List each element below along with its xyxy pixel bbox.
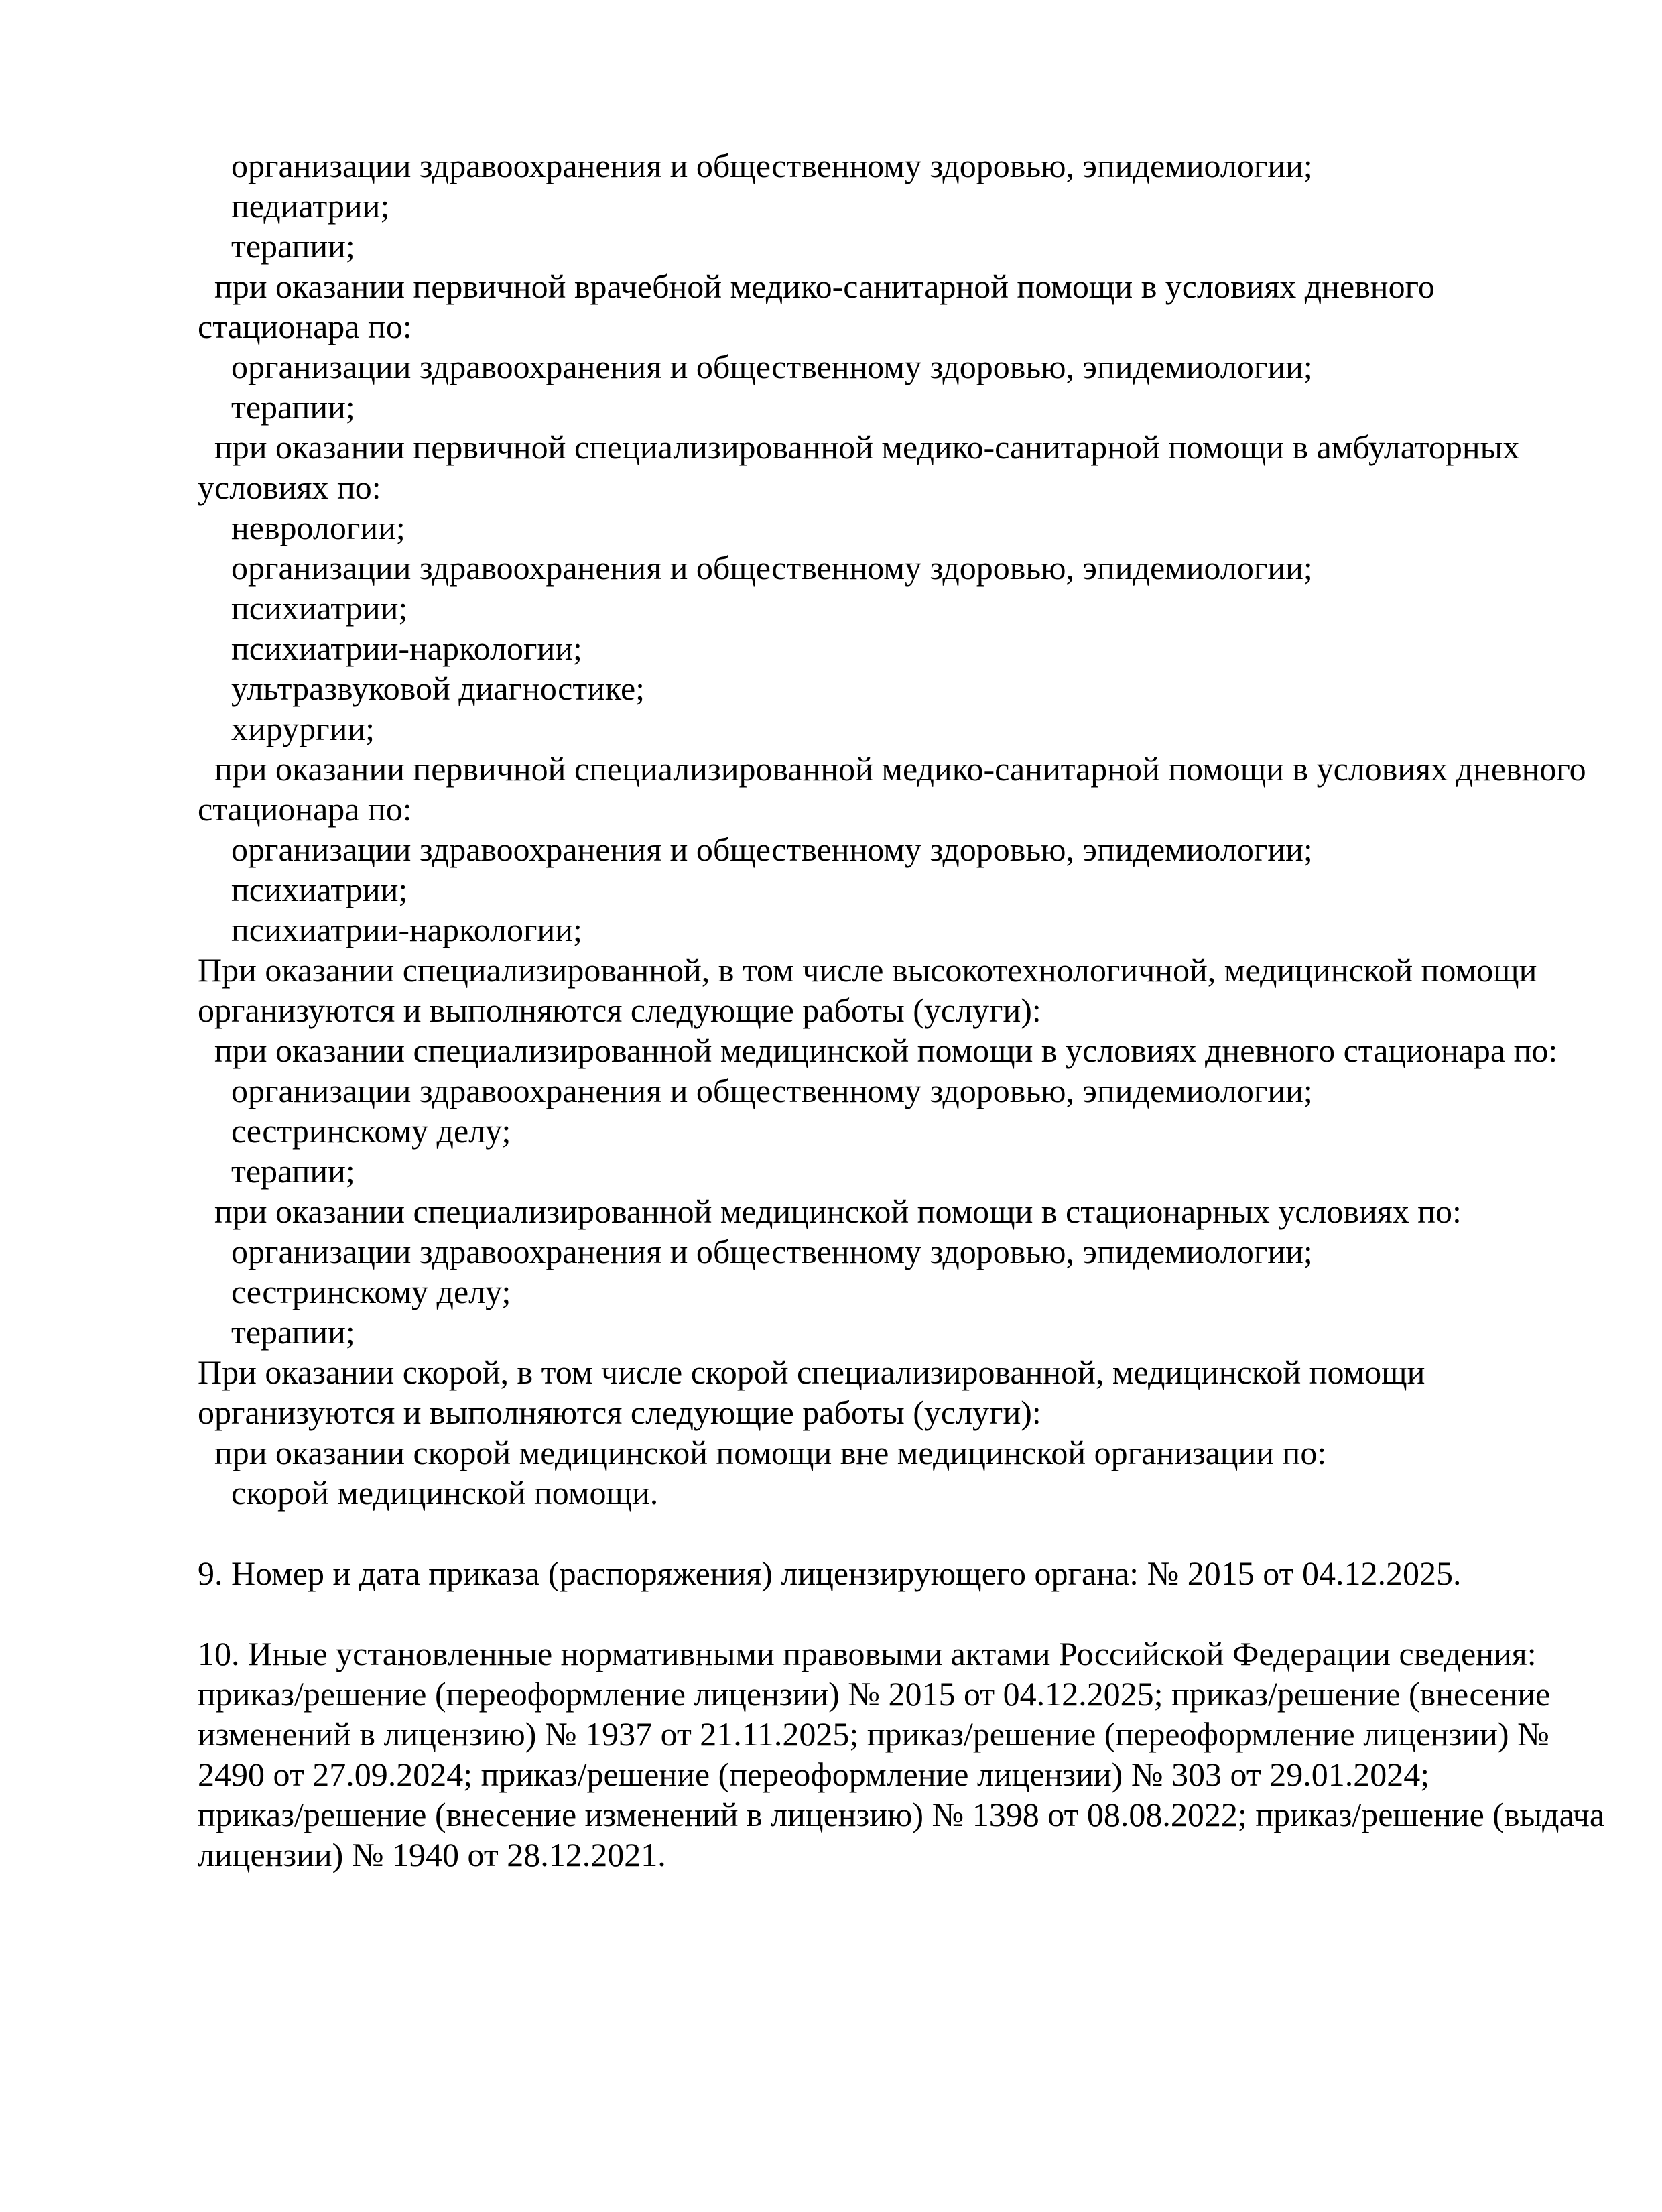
document-text-line: психиатрии; (198, 871, 408, 908)
document-text-line: терапии; (198, 388, 355, 426)
document-text-line: терапии; (198, 1313, 355, 1351)
document-text-line: организуются и выполняются следующие работы (услуги): (198, 991, 1041, 1029)
document-text-line: лицензии) № 1940 от 28.12.2021. (198, 1836, 666, 1873)
document-text-line: изменений в лицензию) № 1937 от 21.11.2025; приказ/решение (переоформление лицензии) № (198, 1715, 1549, 1753)
document-text-line: приказ/решение (переоформление лицензии) № 2015 от 04.12.2025; приказ/решение (внесение (198, 1675, 1551, 1713)
document-text-line: терапии; (198, 227, 355, 265)
document-text-line: стационара по: (198, 790, 412, 828)
document-text-line: условиях по: (198, 469, 381, 506)
document-text-line: стационара по: (198, 308, 412, 345)
document-text-line: организации здравоохранения и общественному здоровью, эпидемиологии; (198, 147, 1313, 184)
document-text-line: педиатрии; (198, 187, 390, 225)
document-text-line: при оказании скорой медицинской помощи вне медицинской организации по: (198, 1434, 1327, 1471)
document-text-line: организуются и выполняются следующие работы (услуги): (198, 1394, 1041, 1431)
document-text-line: психиатрии-наркологии; (198, 911, 582, 948)
document-text-line: психиатрии; (198, 589, 408, 627)
document-text-line: хирургии; (198, 710, 375, 747)
document-text-line: сестринскому делу; (198, 1112, 511, 1150)
document-text-line (198, 1593, 1598, 1634)
document-text-line: организации здравоохранения и общественному здоровью, эпидемиологии; (198, 831, 1313, 868)
document-text-line: организации здравоохранения и общественному здоровью, эпидемиологии; (198, 1072, 1313, 1109)
document-text-line: При оказании скорой, в том числе скорой специализированной, медицинской помощи (198, 1353, 1425, 1391)
document-text-line: организации здравоохранения и общественному здоровью, эпидемиологии; (198, 1233, 1313, 1270)
document-text-line: при оказании первичной специализированной медико-санитарной помощи в амбулаторных (198, 428, 1520, 466)
document-text-line: скорой медицинской помощи. (198, 1474, 659, 1512)
document-text-line: приказ/решение (внесение изменений в лицензию) № 1398 от 08.08.2022; приказ/решение (выдача (198, 1796, 1605, 1833)
document-text-line: при оказании первичной специализированной медико-санитарной помощи в условиях дневного (198, 750, 1586, 788)
document-text-line: ультразвуковой диагностике; (198, 670, 645, 707)
document-text-line: неврологии; (198, 509, 405, 546)
document-text-line: 9. Номер и дата приказа (распоряжения) лицензирующего органа: № 2015 от 04.12.2025. (198, 1554, 1462, 1592)
document-text-line: сестринскому делу; (198, 1273, 511, 1310)
document-text-line: при оказании специализированной медицинской помощи в условиях дневного стационара по: (198, 1032, 1558, 1069)
document-text-line: при оказании первичной врачебной медико-санитарной помощи в условиях дневного (198, 267, 1435, 305)
document-text-line: терапии; (198, 1152, 355, 1190)
document-text-line: организации здравоохранения и общественному здоровью, эпидемиологии; (198, 549, 1313, 587)
document-text-line: при оказании специализированной медицинской помощи в стационарных условиях по: (198, 1192, 1462, 1230)
document-text-line: организации здравоохранения и общественному здоровью, эпидемиологии; (198, 348, 1313, 385)
document-text-line (198, 1513, 1598, 1553)
document-text-line: 2490 от 27.09.2024; приказ/решение (переоформление лицензии) № 303 от 29.01.2024; (198, 1756, 1430, 1793)
document-text-line: 10. Иные установленные нормативными правовыми актами Российской Федерации сведения: (198, 1635, 1537, 1672)
license-text-block (198, 145, 1605, 1875)
document-text-line: При оказании специализированной, в том числе высокотехнологичной, медицинской помощи (198, 951, 1537, 989)
document-text-line: психиатрии-наркологии; (198, 629, 582, 667)
